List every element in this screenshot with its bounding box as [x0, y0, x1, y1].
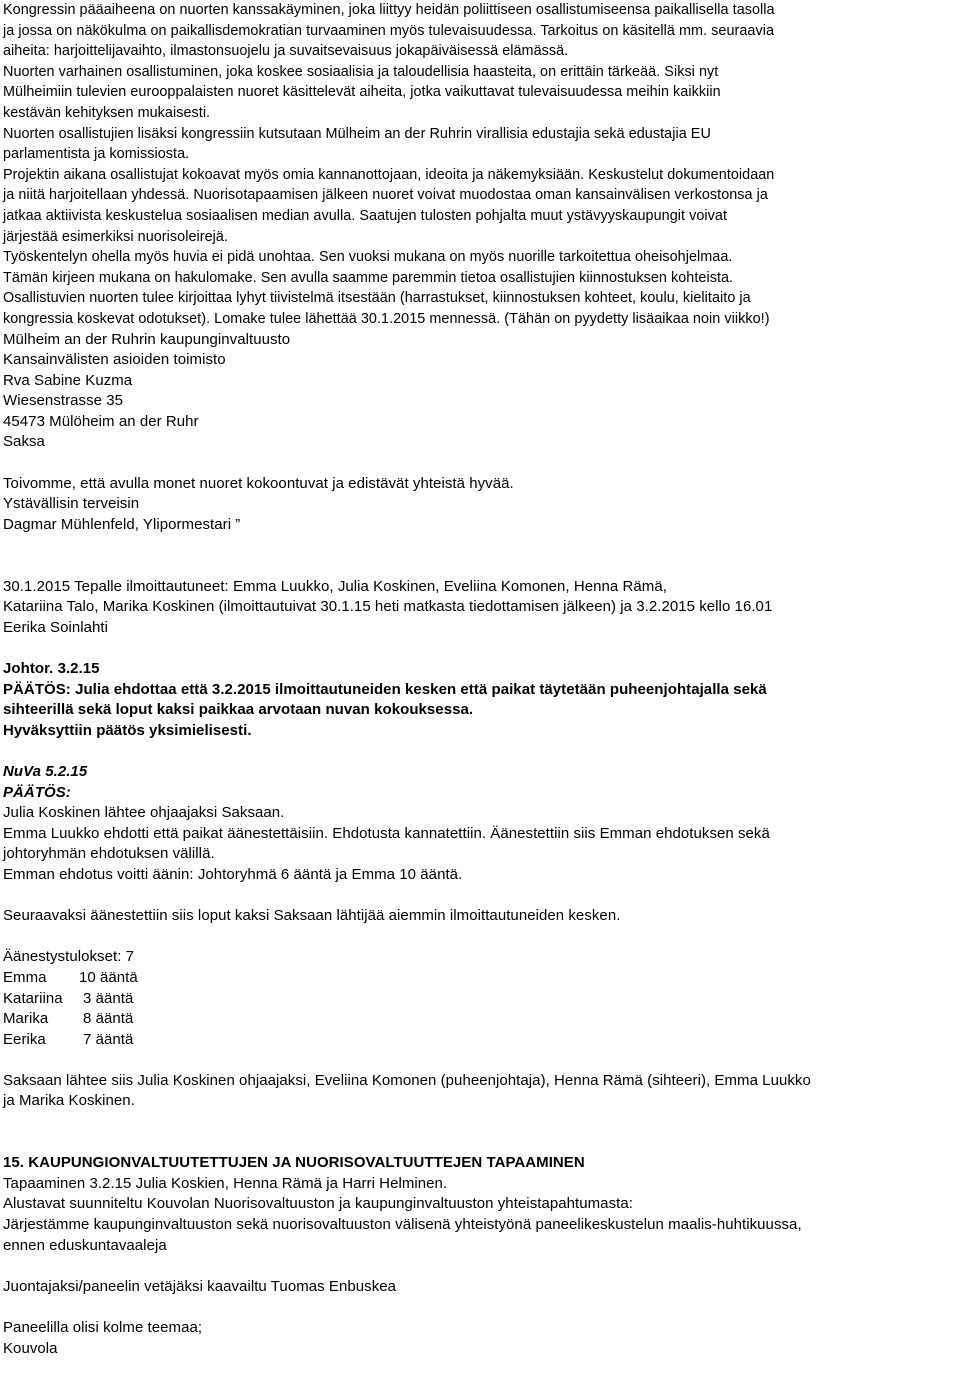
text-line: kestävän kehityksen mukaisesti.: [3, 104, 211, 121]
section-heading: NuVa 5.2.15: [3, 762, 88, 780]
vote-count: 7 ääntä: [83, 1030, 134, 1048]
text-line: Kongressin pääaiheena on nuorten kanssakäyminen, joka liittyy heidän poliittiseen osallistumiseensa paikallisella tasolla: [3, 2, 775, 18]
text-line: Juontajaksi/paneelin vetäjäksi kaavailtu Tuomas Enbuskea: [3, 1277, 397, 1295]
text-line: Ystävällisin terveisin: [3, 495, 140, 513]
text-line: Seuraavaksi äänestettiin siis loput kaksi Saksaan lähtijää aiemmin ilmoittautuneiden kesken.: [3, 907, 621, 925]
blank-line: [3, 453, 958, 474]
address-line: Mülheim an der Ruhrin kaupunginvaltuusto: [3, 330, 291, 348]
text-line: Nuorten osallistujien lisäksi kongressiin kutsutaan Mülheim an der Ruhrin virallisia edustajia sekä edustajia EU: [3, 125, 711, 142]
text-line: parlamentista ja komissiosta.: [3, 146, 190, 163]
text-line: Projektin aikana osallistujat kokoavat myös omia kannanottojaan, ideoita ja näkemyksiään. Keskustelut dokumentoidaan: [3, 166, 775, 183]
vote-name: Eerika: [3, 1030, 46, 1048]
vote-count: 3 ääntä: [83, 989, 134, 1007]
decision-line: sihteerillä sekä loput kaksi paikkaa arvotaan nuvan kokouksessa.: [3, 701, 474, 719]
decision-label: PÄÄTÖS:: [3, 783, 71, 801]
text-line: järjestää esimerkiksi nuorisoleirejä.: [3, 228, 228, 245]
signature-line: Dagmar Mühlenfeld, Ylipormestari ”: [3, 515, 241, 533]
vote-row: [3, 1030, 958, 1051]
text-line: Mülheimiin tulevien eurooppalaisten nuoret käsittelevät aiheita, jotka vaikuttavat tulevaisuudessa meihin kaikkiin: [3, 84, 721, 101]
text-line: kongressia koskevat odotukset). Lomake tulee lähettää 30.1.2015 mennessä. (Tähän on pyydetty lisäaikaa noin viikko!): [3, 310, 770, 327]
blank-line: [3, 1050, 958, 1071]
text-line: ennen eduskuntavaaleja: [3, 1236, 167, 1254]
text-line: Kouvola: [3, 1339, 58, 1357]
text-line: Järjestämme kaupunginvaltuuston sekä nuorisovaltuuston välisenä yhteistyönä paneelikeskustelun maalis-huhtikuussa,: [3, 1216, 802, 1234]
text-line: Paneelilla olisi kolme teemaa;: [3, 1319, 203, 1336]
document-page: [3, 0, 958, 1359]
vote-row: [3, 1009, 958, 1030]
text-line: Työskentelyn ohella myös huvia ei pidä unohtaa. Sen vuoksi mukana on myös nuorille tarkoitettua oheisohjelmaa.: [3, 249, 733, 266]
text-line: Tapaaminen 3.2.15 Julia Koskien, Henna Rämä ja Harri Helminen.: [3, 1174, 448, 1192]
text-span: Siksi nyt: [664, 63, 719, 80]
text-line: jatkaa aktiivista keskustelua sosiaalisen median avulla. Saatujen tulosten pohjalta muut ystävyyskaupungit voivat: [3, 207, 727, 224]
blank-line: [3, 741, 958, 762]
text-line: 30.1.2015 Tepalle ilmoittautuneet: Emma Luukko, Julia Koskinen, Eveliina Komonen, Henna Rämä,: [3, 577, 667, 595]
vote-row: [3, 968, 958, 989]
text-line: Saksaan lähtee siis Julia Koskinen ohjaajaksi, Eveliina Komonen (puheenjohtaja), Henna Rämä (sihteeri), Emma Luukko: [3, 1071, 811, 1089]
text-line: Emman ehdotus voitti äänin: Johtoryhmä 6 ääntä ja Emma 10 ääntä.: [3, 865, 463, 883]
blank-line: [3, 535, 958, 556]
address-line: Wiesenstrasse 35: [3, 392, 124, 410]
text-line: Alustavat suunniteltu Kouvolan Nuorisovaltuuston ja kaupunginvaltuuston yhteistapahtumasta:: [3, 1195, 633, 1213]
section-heading: 15. KAUPUNGIONVALTUUTETTUJEN JA NUORISOVALTUUTTEJEN TAPAAMINEN: [3, 1154, 585, 1172]
text-line: aiheita: harjoittelijavaihto, ilmastonsuojelu ja suvaitsevaisuus jokapäiväisessä elämässä.: [3, 43, 569, 60]
address-line: Saksa: [3, 433, 45, 451]
blank-line: [3, 927, 958, 948]
section-heading: Johtor. 3.2.15: [3, 660, 100, 677]
vote-count: 8 ääntä: [83, 1010, 134, 1028]
text-line: Emma Luukko ehdotti että paikat äänestettäisiin. Ehdotusta kannatettiin. Äänestettiin siis Emman ehdotuksen sekä: [3, 824, 770, 842]
address-line: Rva Sabine Kuzma: [3, 371, 133, 389]
vote-count: 10 ääntä: [79, 968, 138, 986]
vote-name: Katariina: [3, 989, 63, 1007]
decision-line: PÄÄTÖS: Julia ehdottaa että 3.2.2015 ilmoittautuneiden kesken että paikat täytetään puheenjohtajalla sekä: [3, 680, 767, 698]
decision-line: Hyväksyttiin päätös yksimielisesti.: [3, 721, 252, 739]
text-line: Tämän kirjeen mukana on hakulomake. Sen avulla saamme paremmin tietoa osallistujien kiinnostuksen kohteista.: [3, 269, 734, 286]
text-line: Osallistuvien nuorten tulee kirjoittaa lyhyt tiivistelmä itsestään (harrastukset, kiinnostuksen kohteet, koulu, kielitaito ja: [3, 290, 751, 307]
blank-line: [3, 1256, 958, 1277]
text-line: [3, 62, 958, 83]
text-line: ja jossa on näkökulma on paikallisdemokratian turvaaminen myös tulevaisuudessa. Tarkoitus on käsitellä mm. seuraavia: [3, 22, 775, 39]
blank-line: [3, 556, 958, 577]
text-span: Nuorten varhainen osallistuminen, joka koskee sosiaalisia ja taloudellisia haasteita, on erittäin tärkeää.: [3, 63, 665, 80]
vote-results-heading: Äänestystulokset: 7: [3, 948, 135, 966]
vote-name: Emma: [3, 968, 47, 986]
vote-row: [3, 989, 958, 1010]
text-line: johtoryhmän ehdotuksen välillä.: [3, 845, 215, 863]
blank-line: [3, 1112, 958, 1133]
blank-line: [3, 638, 958, 659]
text-line: Toivomme, että avulla monet nuoret kokoontuvat ja edistävät yhteistä hyvää.: [3, 474, 514, 492]
text-line: ja Marika Koskinen.: [3, 1092, 135, 1110]
address-line: Kansainvälisten asioiden toimisto: [3, 351, 226, 369]
text-line: Julia Koskinen lähtee ohjaajaksi Saksaan.: [3, 804, 285, 822]
text-line: Katariina Talo, Marika Koskinen (ilmoittautuivat 30.1.15 heti matkasta tiedottamisen jälkeen) ja 3.2.2015 kello 16.01: [3, 598, 773, 616]
blank-line: [3, 1133, 958, 1154]
text-line: ja niitä harjoitellaan yhdessä. Nuorisotapaamisen jälkeen nuoret voivat muodostaa oman kansainvälisen verkostonsa ja: [3, 187, 768, 204]
address-line: 45473 Mülöheim an der Ruhr: [3, 412, 199, 430]
text-line: Eerika Soinlahti: [3, 618, 109, 636]
blank-line: [3, 1297, 958, 1318]
vote-name: Marika: [3, 1010, 49, 1028]
blank-line: [3, 886, 958, 907]
